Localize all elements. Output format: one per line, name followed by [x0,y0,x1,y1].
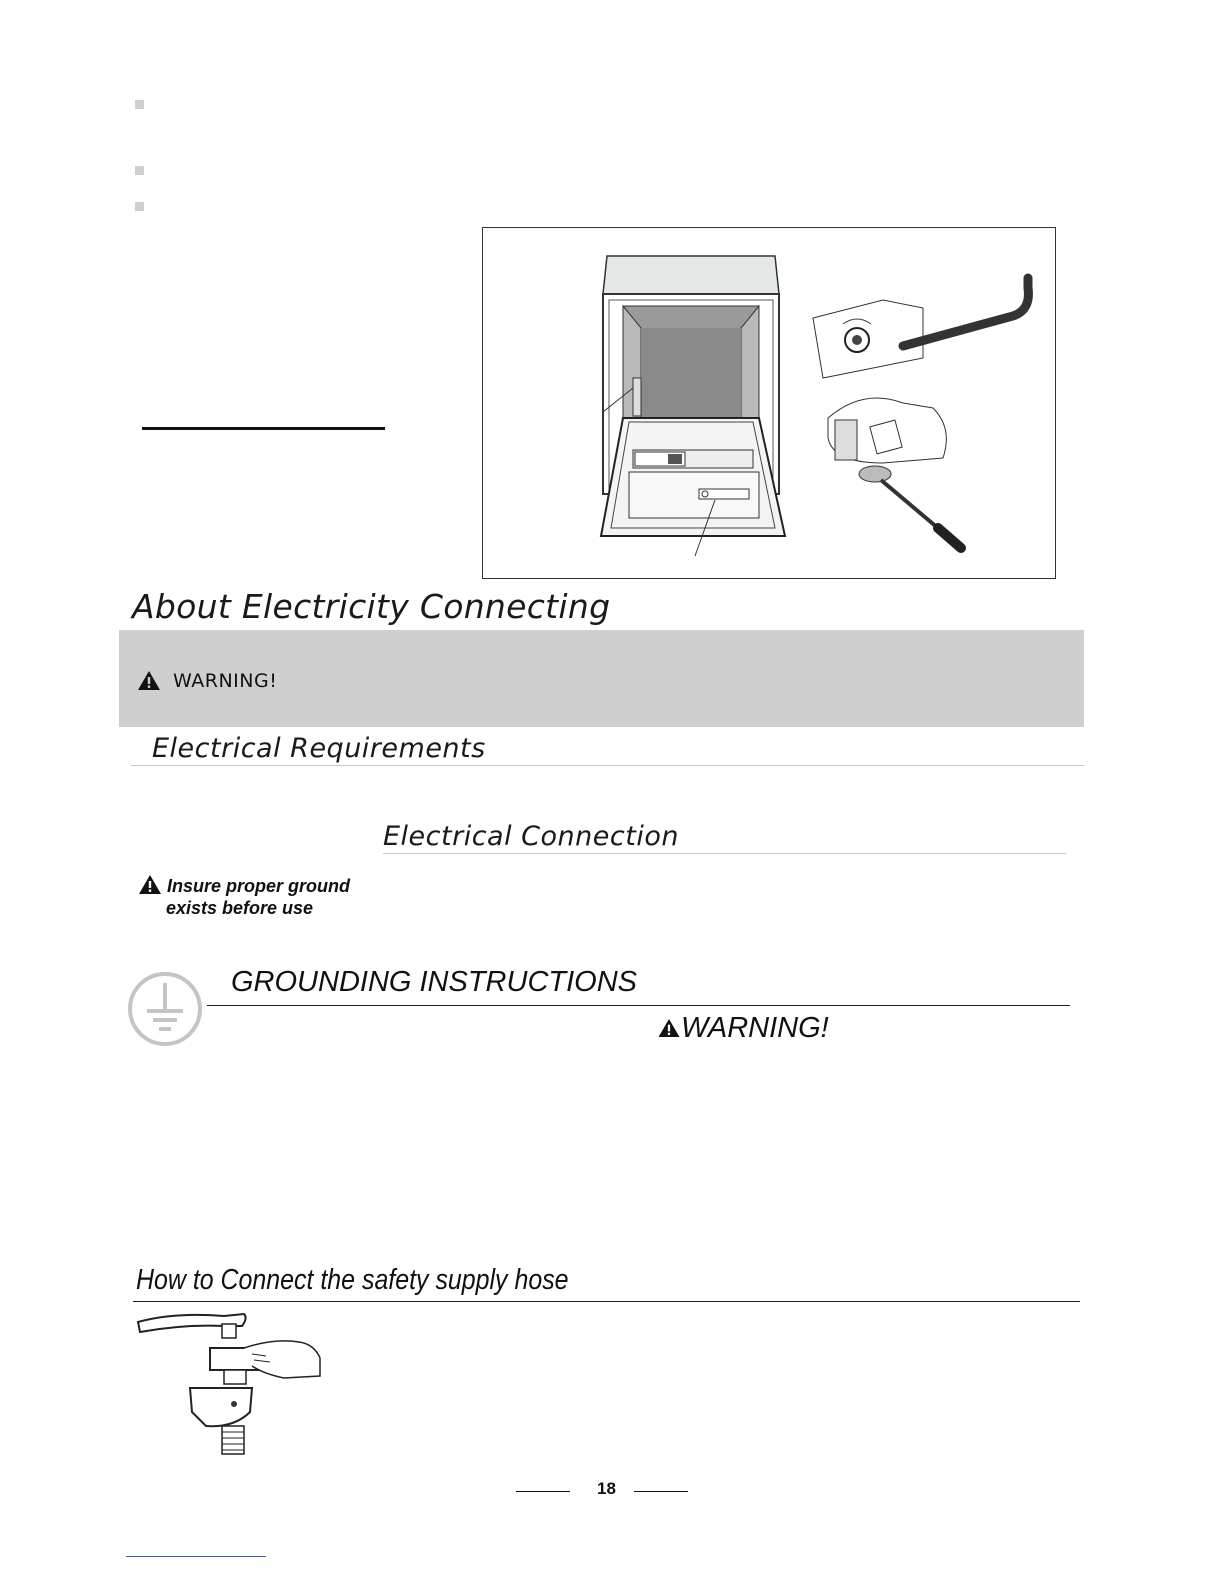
page-number: 18 [597,1479,616,1498]
page-number-rule-right [634,1491,688,1492]
ground-note [138,874,350,919]
grounding-underline [207,1005,1070,1006]
bullet-marker-2 [135,166,144,175]
dishwasher-illustration [483,228,1055,578]
section-title-requirements: Electrical Requirements [152,733,486,764]
ground-note-line-1: Insure proper ground [167,876,351,896]
warning-band [119,630,1084,727]
grounding-warning-label: WARNING! [681,1012,829,1044]
bullet-marker-1 [135,100,144,109]
bullet-marker-3 [135,202,144,211]
hose-underline [133,1301,1080,1302]
warning-label: WARNING! [173,670,278,692]
ground-note-line-2: exists before use [166,898,314,918]
requirements-underline [131,765,1084,766]
section-title-hose: How to Connect the safety supply hose [136,1264,569,1296]
separator-rule [142,427,385,430]
ground-symbol-icon [127,971,203,1047]
hose-connection-illustration [134,1308,324,1458]
section-title-grounding: GROUNDING INSTRUCTIONS [231,966,637,998]
warning-triangle-icon [657,1018,681,1038]
section-title-connection: Electrical Connection [383,821,679,852]
section-title-electricity: About Electricity Connecting [132,587,611,626]
connection-underline [383,853,1066,854]
warning-triangle-icon [137,670,161,691]
footer-link-line [126,1556,266,1557]
grounding-warning [657,1012,829,1045]
warning-triangle-icon [138,874,162,895]
installation-figure [482,227,1056,579]
page-number-rule-left [516,1491,570,1492]
